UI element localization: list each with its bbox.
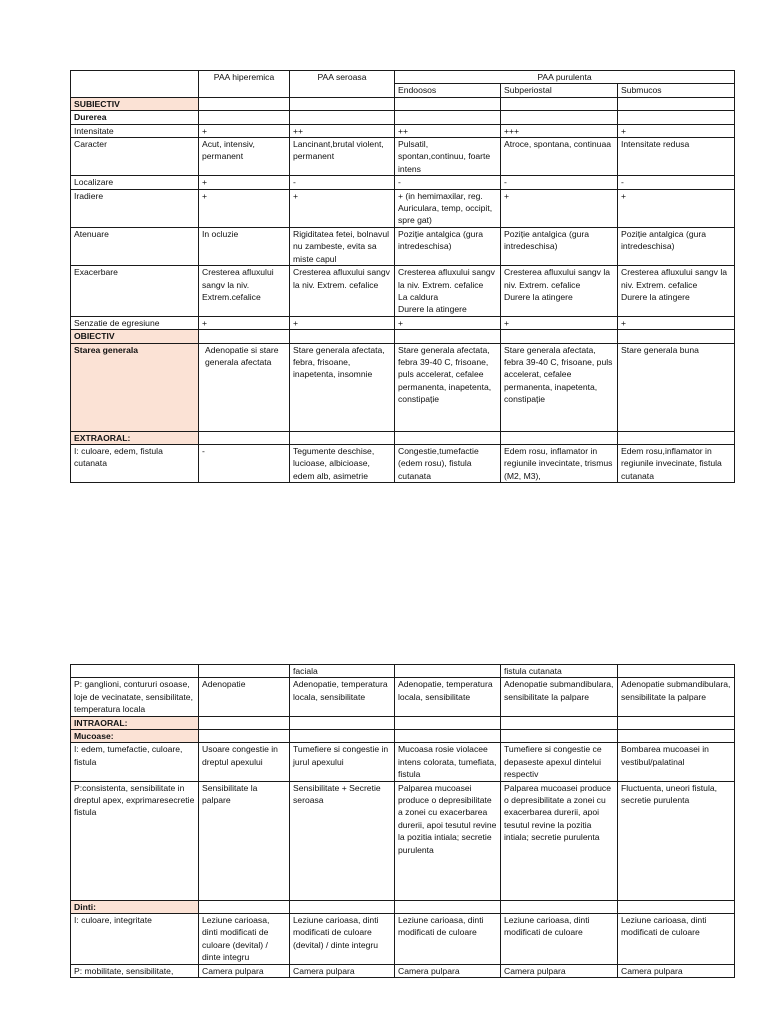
cell-submucos: Bombarea mucoasei in vestibul/palatinal bbox=[618, 743, 735, 781]
table-row bbox=[71, 316, 735, 329]
cell-seroasa: Camera pulpara bbox=[290, 964, 395, 977]
cell-seroasa: + bbox=[290, 189, 395, 227]
cell-hiperemica: Cresterea afluxului sangv la niv. Extrem.cefalice bbox=[199, 266, 290, 317]
table-row-mucoase-palpare bbox=[71, 781, 735, 900]
cell-endoosos: Camera pulpara bbox=[395, 964, 501, 977]
section-label-intraoral: INTRAORAL: bbox=[71, 716, 199, 729]
cell-endoosos: Palparea mucoasei produce o depresibilitate a zonei cu exacerbarea durerii, apoi tesutul revine la pozitia intiala; secretie purulenta bbox=[395, 781, 501, 900]
row-label-extraoral-palpare: P: ganglioni, contururi osoase, loje de vecinatate, sensibilitate, temperatura locala bbox=[71, 678, 199, 716]
cell-subperiostal: Palparea mucoasei produce o depresibilitate a zonei cu exacerbarea durerii, apoi tesutul revine la pozitia intiala; secretie purulenta bbox=[501, 781, 618, 900]
table-row bbox=[71, 138, 735, 176]
header-submucos: Submucos bbox=[618, 84, 735, 97]
row-label-mucoase-palpare: P:consistenta, sensibilitate in dreptul apex, exprimaresecretie fistula bbox=[71, 781, 199, 900]
cell-endoosos: Leziune carioasa, dinti modificati de culoare bbox=[395, 914, 501, 965]
table-row-mucoase-inspectie bbox=[71, 743, 735, 781]
header-empty-cell bbox=[71, 71, 199, 98]
cell-submucos: Stare generala buna bbox=[618, 343, 735, 431]
section-row-obiectiv bbox=[71, 330, 735, 343]
table-row bbox=[71, 124, 735, 137]
cell-endoosos: Adenopatie, temperatura locala, sensibilitate bbox=[395, 678, 501, 716]
cell-subperiostal: Poziție antalgica (gura intredeschisa) bbox=[501, 227, 618, 265]
header-endoosos: Endoosos bbox=[395, 84, 501, 97]
header-row-1 bbox=[71, 71, 735, 84]
cell-endoosos: Congestie,tumefactie (edem rosu), fistula cutanata bbox=[395, 444, 501, 482]
cell-subperiostal: Leziune carioasa, dinti modificati de culoare bbox=[501, 914, 618, 965]
cell-subperiostal: Cresterea afluxului sangv la niv. Extrem. cefalice Durere la atingere bbox=[501, 266, 618, 317]
cell-submucos: Cresterea afluxului sangv la niv. Extrem. cefalice Durere la atingere bbox=[618, 266, 735, 317]
table-row bbox=[71, 227, 735, 265]
cell-submucos: Edem rosu,inflamator in regiunile invecinate, fistula cutanata bbox=[618, 444, 735, 482]
cell-endoosos: + (in hemimaxilar, reg. Auriculara, temp, occipit, spre gat) bbox=[395, 189, 501, 227]
row-label: Iradiere bbox=[71, 189, 199, 227]
cell-endoosos: - bbox=[395, 176, 501, 189]
cell-seroasa: Rigiditatea fetei, bolnavul nu zambeste, evita sa miste capul bbox=[290, 227, 395, 265]
cell-subperiostal: Stare generala afectata, febra 39-40 C, frisoane, puls accelerat, cefalee permanenta, inapetenta, constipație bbox=[501, 343, 618, 431]
section-row-subiectiv bbox=[71, 97, 735, 110]
cell-hiperemica bbox=[199, 665, 290, 678]
cell-hiperemica: Usoare congestie in dreptul apexului bbox=[199, 743, 290, 781]
cell-subperiostal: Tumefiere si congestie ce depaseste apexul dintelui respectiv bbox=[501, 743, 618, 781]
cell-endoosos bbox=[395, 665, 501, 678]
cell-endoosos: Stare generala afectata, febra 39-40 C, frisoane, puls accelerat, cefalee permanenta, inapetenta, constipație bbox=[395, 343, 501, 431]
cell-submucos: Fluctuenta, uneori fistula, secretie purulenta bbox=[618, 781, 735, 900]
cell-endoosos: Mucoasa rosie violacee intens colorata, tumefiata, fistula bbox=[395, 743, 501, 781]
cell-subperiostal: + bbox=[501, 316, 618, 329]
paa-comparison-table-page-2 bbox=[70, 664, 735, 978]
row-label-continuation bbox=[71, 665, 199, 678]
cell-submucos: + bbox=[618, 124, 735, 137]
section-row-dinti bbox=[71, 900, 735, 913]
cell-endoosos: Poziție antalgica (gura intredeschisa) bbox=[395, 227, 501, 265]
cell-seroasa: Tegumente deschise, lucioase, albicioase, edem alb, asimetrie bbox=[290, 444, 395, 482]
section-label-obiectiv: OBIECTIV bbox=[71, 330, 199, 343]
cell-endoosos: + bbox=[395, 316, 501, 329]
section-row-mucoase bbox=[71, 730, 735, 743]
section-label-extraoral: EXTRAORAL: bbox=[71, 431, 199, 444]
cell-hiperemica: - bbox=[199, 444, 290, 482]
header-paa-hiperemica: PAA hiperemica bbox=[199, 71, 290, 98]
row-label: Localizare bbox=[71, 176, 199, 189]
section-label-dinti: Dinti: bbox=[71, 900, 199, 913]
table-row-extraoral-palpare bbox=[71, 678, 735, 716]
cell-submucos: Poziție antalgica (gura intredeschisa) bbox=[618, 227, 735, 265]
cell-seroasa: Adenopatie, temperatura locala, sensibilitate bbox=[290, 678, 395, 716]
cell-subperiostal: +++ bbox=[501, 124, 618, 137]
table-row bbox=[71, 189, 735, 227]
cell-seroasa: Tumefiere si congestie in jurul apexului bbox=[290, 743, 395, 781]
cell-hiperemica: + bbox=[199, 124, 290, 137]
row-label: Atenuare bbox=[71, 227, 199, 265]
subsection-label-durerea: Durerea bbox=[71, 111, 199, 124]
cell-subperiostal: Atroce, spontana, continuaa bbox=[501, 138, 618, 176]
cell-endoosos: Pulsatil, spontan,continuu, foarte intens bbox=[395, 138, 501, 176]
row-label-mucoase-inspectie: I: edem, tumefactie, culoare, fistula bbox=[71, 743, 199, 781]
cell-hiperemica: Adenopatie si stare generala afectata bbox=[199, 343, 290, 431]
cell-seroasa: Lancinant,brutal violent, permanent bbox=[290, 138, 395, 176]
row-label: Exacerbare bbox=[71, 266, 199, 317]
cell-seroasa: Sensibilitate + Secretie seroasa bbox=[290, 781, 395, 900]
table-row-dinti-inspectie bbox=[71, 914, 735, 965]
cell-subperiostal: + bbox=[501, 189, 618, 227]
table-row-continuation bbox=[71, 665, 735, 678]
cell-submucos: + bbox=[618, 316, 735, 329]
table-row bbox=[71, 176, 735, 189]
cell-submucos: - bbox=[618, 176, 735, 189]
cell-submucos: + bbox=[618, 189, 735, 227]
section-row-extraoral bbox=[71, 431, 735, 444]
cell-subperiostal: - bbox=[501, 176, 618, 189]
cell-subperiostal: fistula cutanata bbox=[501, 665, 618, 678]
cell-submucos: Leziune carioasa, dinti modificati de culoare bbox=[618, 914, 735, 965]
table-row bbox=[71, 266, 735, 317]
header-paa-seroasa: PAA seroasa bbox=[290, 71, 395, 98]
cell-endoosos: ++ bbox=[395, 124, 501, 137]
cell-hiperemica: + bbox=[199, 316, 290, 329]
cell-seroasa: Stare generala afectata, febra, frisoane, inapetenta, insomnie bbox=[290, 343, 395, 431]
cell-seroasa: Leziune carioasa, dinti modificati de culoare (devital) / dinte integru bbox=[290, 914, 395, 965]
cell-submucos: Camera pulpara bbox=[618, 964, 735, 977]
row-label: Caracter bbox=[71, 138, 199, 176]
cell-hiperemica: In ocluzie bbox=[199, 227, 290, 265]
cell-hiperemica: Camera pulpara bbox=[199, 964, 290, 977]
subiectiv-rows bbox=[71, 124, 735, 330]
cell-seroasa: faciala bbox=[290, 665, 395, 678]
row-label-starea-generala: Starea generala bbox=[71, 343, 199, 431]
cell-seroasa: + bbox=[290, 316, 395, 329]
cell-hiperemica: + bbox=[199, 176, 290, 189]
section-label-mucoase: Mucoase: bbox=[71, 730, 199, 743]
paa-comparison-table-page-1 bbox=[70, 70, 735, 483]
cell-hiperemica: Adenopatie bbox=[199, 678, 290, 716]
header-paa-purulenta: PAA purulenta bbox=[395, 71, 735, 84]
row-label-dinti-palpare: P: mobilitate, sensibilitate, bbox=[71, 964, 199, 977]
cell-submucos: Intensitate redusa bbox=[618, 138, 735, 176]
row-label: Intensitate bbox=[71, 124, 199, 137]
cell-submucos bbox=[618, 665, 735, 678]
cell-subperiostal: Camera pulpara bbox=[501, 964, 618, 977]
cell-submucos: Adenopatie submandibulara, sensibilitate la palpare bbox=[618, 678, 735, 716]
header-subperiostal: Subperiostal bbox=[501, 84, 618, 97]
table-row-dinti-palpare bbox=[71, 964, 735, 977]
cell-hiperemica: Leziune carioasa, dinti modificati de culoare (devital) / dinte integru bbox=[199, 914, 290, 965]
row-label-extraoral-inspectie: I: culoare, edem, fistula cutanata bbox=[71, 444, 199, 482]
cell-seroasa: Cresterea afluxului sangv la niv. Extrem. cefalice bbox=[290, 266, 395, 317]
section-row-intraoral bbox=[71, 716, 735, 729]
section-label-subiectiv: SUBIECTIV bbox=[71, 97, 199, 110]
cell-hiperemica: Acut, intensiv, permanent bbox=[199, 138, 290, 176]
cell-hiperemica: Sensibilitate la palpare bbox=[199, 781, 290, 900]
cell-seroasa: - bbox=[290, 176, 395, 189]
row-label: Senzatie de egresiune bbox=[71, 316, 199, 329]
cell-hiperemica: + bbox=[199, 189, 290, 227]
table-row-extraoral-inspectie bbox=[71, 444, 735, 482]
subsection-row-durerea bbox=[71, 111, 735, 124]
row-label-dinti-inspectie: I: culoare, integritate bbox=[71, 914, 199, 965]
cell-subperiostal: Adenopatie submandibulara, sensibilitate la palpare bbox=[501, 678, 618, 716]
cell-subperiostal: Edem rosu, inflamator in regiunile invecintate, trismus (M2, M3), bbox=[501, 444, 618, 482]
cell-endoosos: Cresterea afluxului sangv la niv. Extrem. cefalice La caldura Durere la atingere bbox=[395, 266, 501, 317]
cell-seroasa: ++ bbox=[290, 124, 395, 137]
table-row-starea-generala bbox=[71, 343, 735, 431]
